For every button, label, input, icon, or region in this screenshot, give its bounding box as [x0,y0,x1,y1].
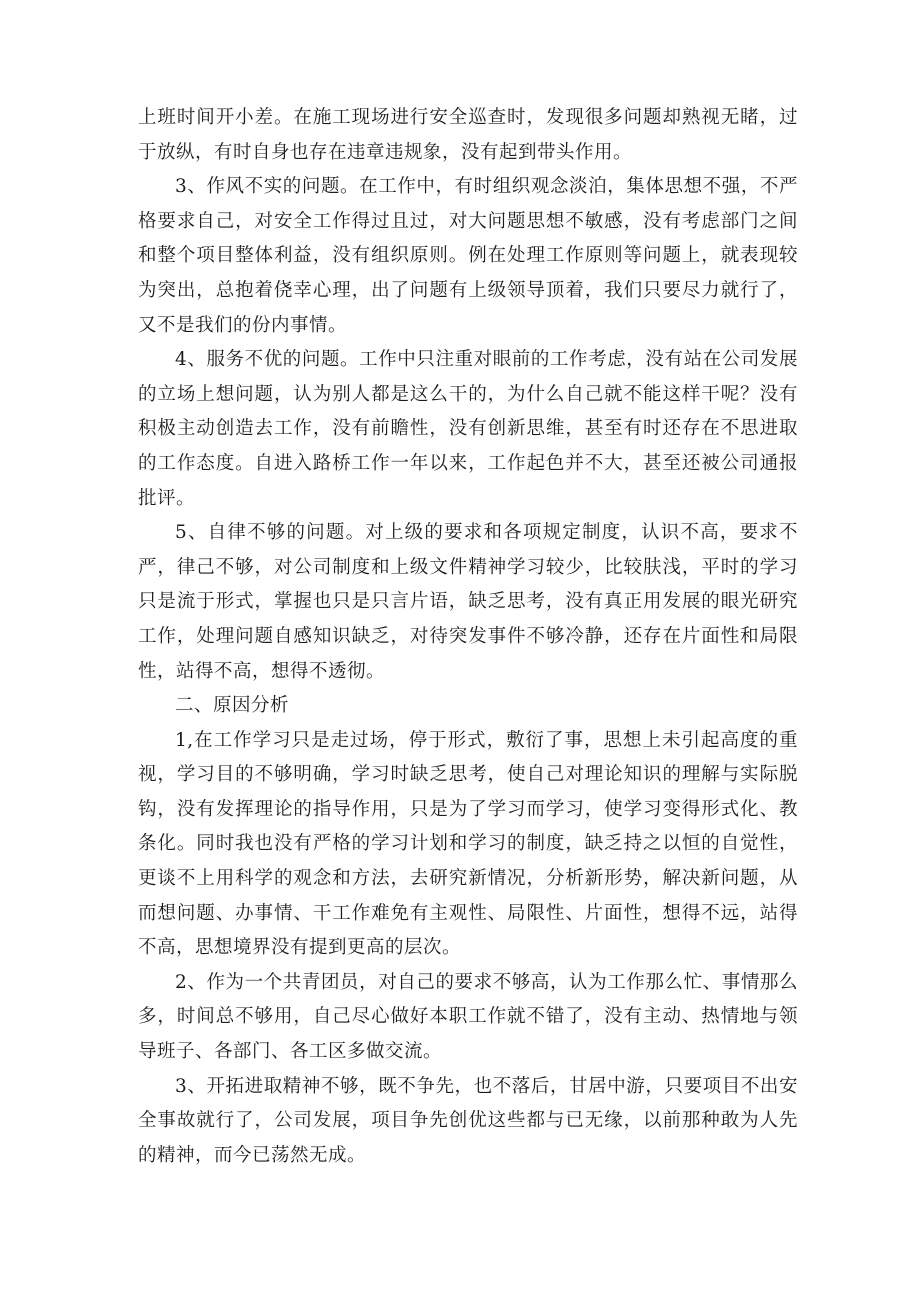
document-body [138,101,798,1173]
paragraph-item-4: 4、服务不优的问题。工作中只注重对眼前的工作考虑，没有站在公司发展的立场上想问题，认为别人都是这么干的，为什么自己就不能这样干呢？没有积极主动创造去工作，没有前瞻性，没有创新思维，甚至有时还存在不思进取的工作态度。自进入路桥工作一年以来，工作起色并不大，甚至还被公司通报批评。 [138,349,798,509]
paragraph-cause-2: 2、作为一个共青团员，对自己的要求不够高，认为工作那么忙、事情那么多，时间总不够用，自己尽心做好本职工作就不错了，没有主动、热情地与领导班子、各部门、各工区多做交流。 [138,971,798,1063]
section-heading-cause-analysis: 二、原因分析 [175,695,290,717]
paragraph-continuation: 上班时间开小差。在施工现场进行安全巡查时，发现很多问题却熟视无睹，过于放纵，有时自身也存在违章违规象，没有起到带头作用。 [138,107,798,163]
paragraph-cause-1: 1,在工作学习只是走过场，停于形式，敷衍了事，思想上未引起高度的重视，学习目的不够明确，学习时缺乏思考，使自己对理论知识的理解与实际脱钩，没有发挥理论的指导作用，只是为了学习而学习，使学习变得形式化、教条化。同时我也没有严格的学习计划和学习的制度，缺乏持之以恒的自觉性，更谈不上用科学的观念和方法，去研究新情况，分析新形势，解决新问题，从而想问题、办事情、干工作难免有主观性、局限性、片面性，想得不远，站得不高，思想境界没有提到更高的层次。 [138,729,798,959]
paragraph-item-5: 5、自律不够的问题。对上级的要求和各项规定制度，认识不高，要求不严，律己不够，对公司制度和上级文件精神学习较少，比较肤浅，平时的学习只是流于形式，掌握也只是只言片语，缺乏思考，没有真正用发展的眼光研究工作，处理问题自感知识缺乏，对待突发事件不够冷静，还存在片面性和局限性，站得不高，想得不透彻。 [138,522,798,682]
paragraph-cause-3: 3、开拓进取精神不够，既不争先，也不落后，甘居中游，只要项目不出安全事故就行了，公司发展，项目争先创优这些都与已无缘，以前那种敢为人先的精神，而今已荡然无成。 [138,1075,798,1166]
paragraph-item-3: 3、作风不实的问题。在工作中，有时组织观念淡泊，集体思想不强，不严格要求自己，对安全工作得过且过，对大问题思想不敏感，没有考虑部门之间和整个项目整体利益，没有组织原则。例在处理工作原则等问题上，就表现较为突出，总抱着侥幸心理，出了问题有上级领导顶着，我们只要尽力就行了，又不是我们的份内事情。 [138,176,798,336]
